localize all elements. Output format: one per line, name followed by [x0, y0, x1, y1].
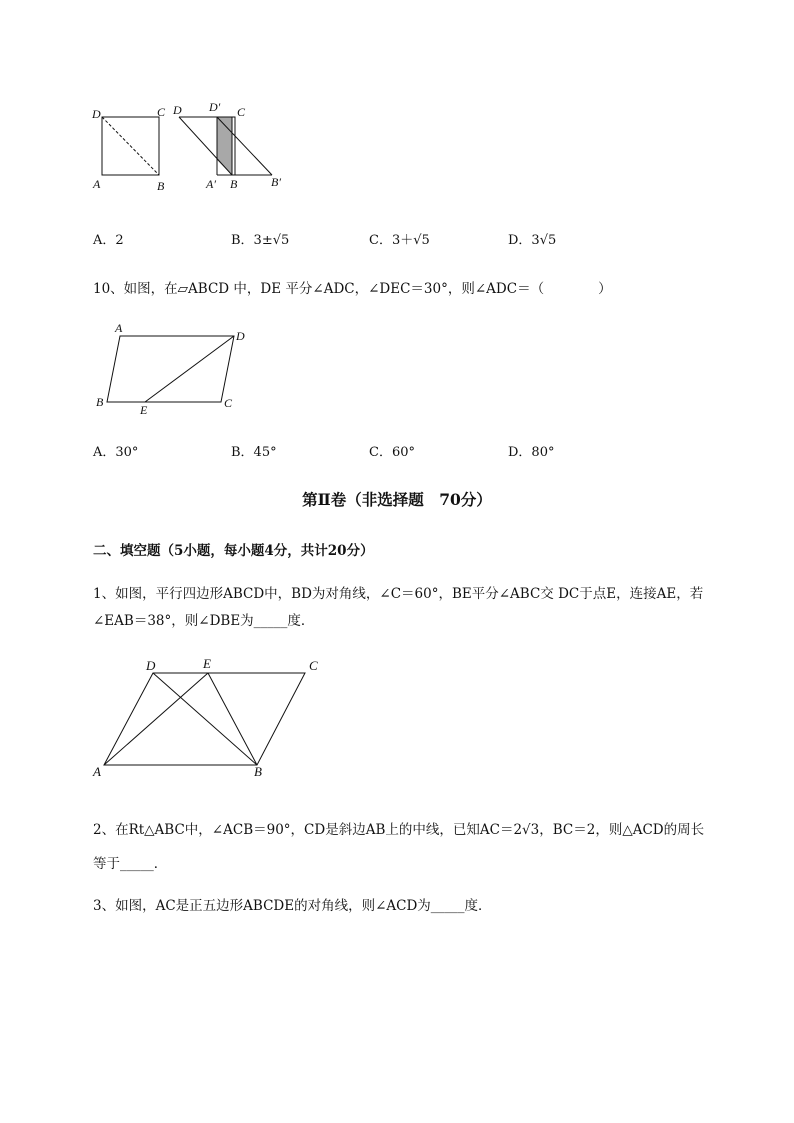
- label-d: D: [92, 107, 101, 121]
- parallelogram-abcd: [107, 336, 234, 402]
- q10-option-c: C．60°: [369, 445, 415, 460]
- q9-option-a: A．2: [93, 233, 124, 248]
- label-a: A: [93, 764, 101, 779]
- q10-option-b: B．45°: [231, 445, 277, 460]
- f2-line1: 2、在Rt△ABC中，∠ACB＝90°，CD是斜边AB上的中线，已知AC＝2√3，BC＝2，则△ACD的周长: [93, 822, 705, 838]
- segment-eb: [208, 673, 257, 765]
- label-c: C: [157, 105, 166, 119]
- f3-line1: 3、如图，AC是正五边形ABCDE的对角线，则∠ACD为_____度．: [93, 898, 492, 914]
- label-c2: C: [237, 105, 246, 119]
- label-c: C: [309, 658, 318, 673]
- label-a: A: [93, 177, 101, 191]
- label-bprime: B′: [271, 175, 281, 189]
- part2-title: 第Ⅱ卷（非选择题 70分）: [302, 490, 492, 509]
- f1-line1: 1、如图，平行四边形ABCD中，BD为对角线，∠C＝60°，BE平分∠ABC交 DC于点E，连接AE，若: [93, 586, 704, 602]
- label-d: D: [236, 329, 245, 343]
- q9-option-d: D．3√5: [508, 233, 557, 248]
- q10-stem: 10、如图，在▱ABCD 中，DE 平分∠ADC，∠DEC＝30°，则∠ADC＝（ ）: [93, 281, 612, 297]
- segment-ae: [104, 673, 208, 765]
- q10-option-a: A．30°: [93, 445, 139, 460]
- q10-option-d: D．80°: [508, 445, 555, 460]
- segment-db: [153, 673, 257, 765]
- f1-figure: [90, 655, 350, 785]
- q9-option-c: C．3＋√5: [369, 233, 430, 248]
- label-d: D: [146, 658, 156, 673]
- q10-figure: [90, 320, 270, 420]
- q9-option-b: B．3±√5: [231, 233, 290, 248]
- f1-line2: ∠EAB＝38°，则∠DBE为_____度．: [93, 613, 315, 629]
- label-b: B: [96, 395, 104, 409]
- label-aprime: A′: [206, 177, 216, 191]
- diagonal-db-dashed: [102, 117, 159, 175]
- label-b2: B: [230, 177, 238, 191]
- label-d2: D: [173, 103, 182, 117]
- f2-line2: 等于_____．: [93, 856, 168, 872]
- label-a: A: [115, 321, 123, 335]
- q9-figure: [85, 100, 385, 193]
- label-dprime: D′: [209, 100, 221, 114]
- label-e: E: [203, 656, 211, 671]
- label-b: B: [254, 764, 262, 779]
- label-e: E: [140, 403, 148, 417]
- section2-header: 二、填空题（5小题，每小题4分，共计20分）: [93, 543, 374, 559]
- segment-de: [145, 336, 234, 402]
- label-b: B: [157, 179, 165, 193]
- label-c: C: [224, 396, 233, 410]
